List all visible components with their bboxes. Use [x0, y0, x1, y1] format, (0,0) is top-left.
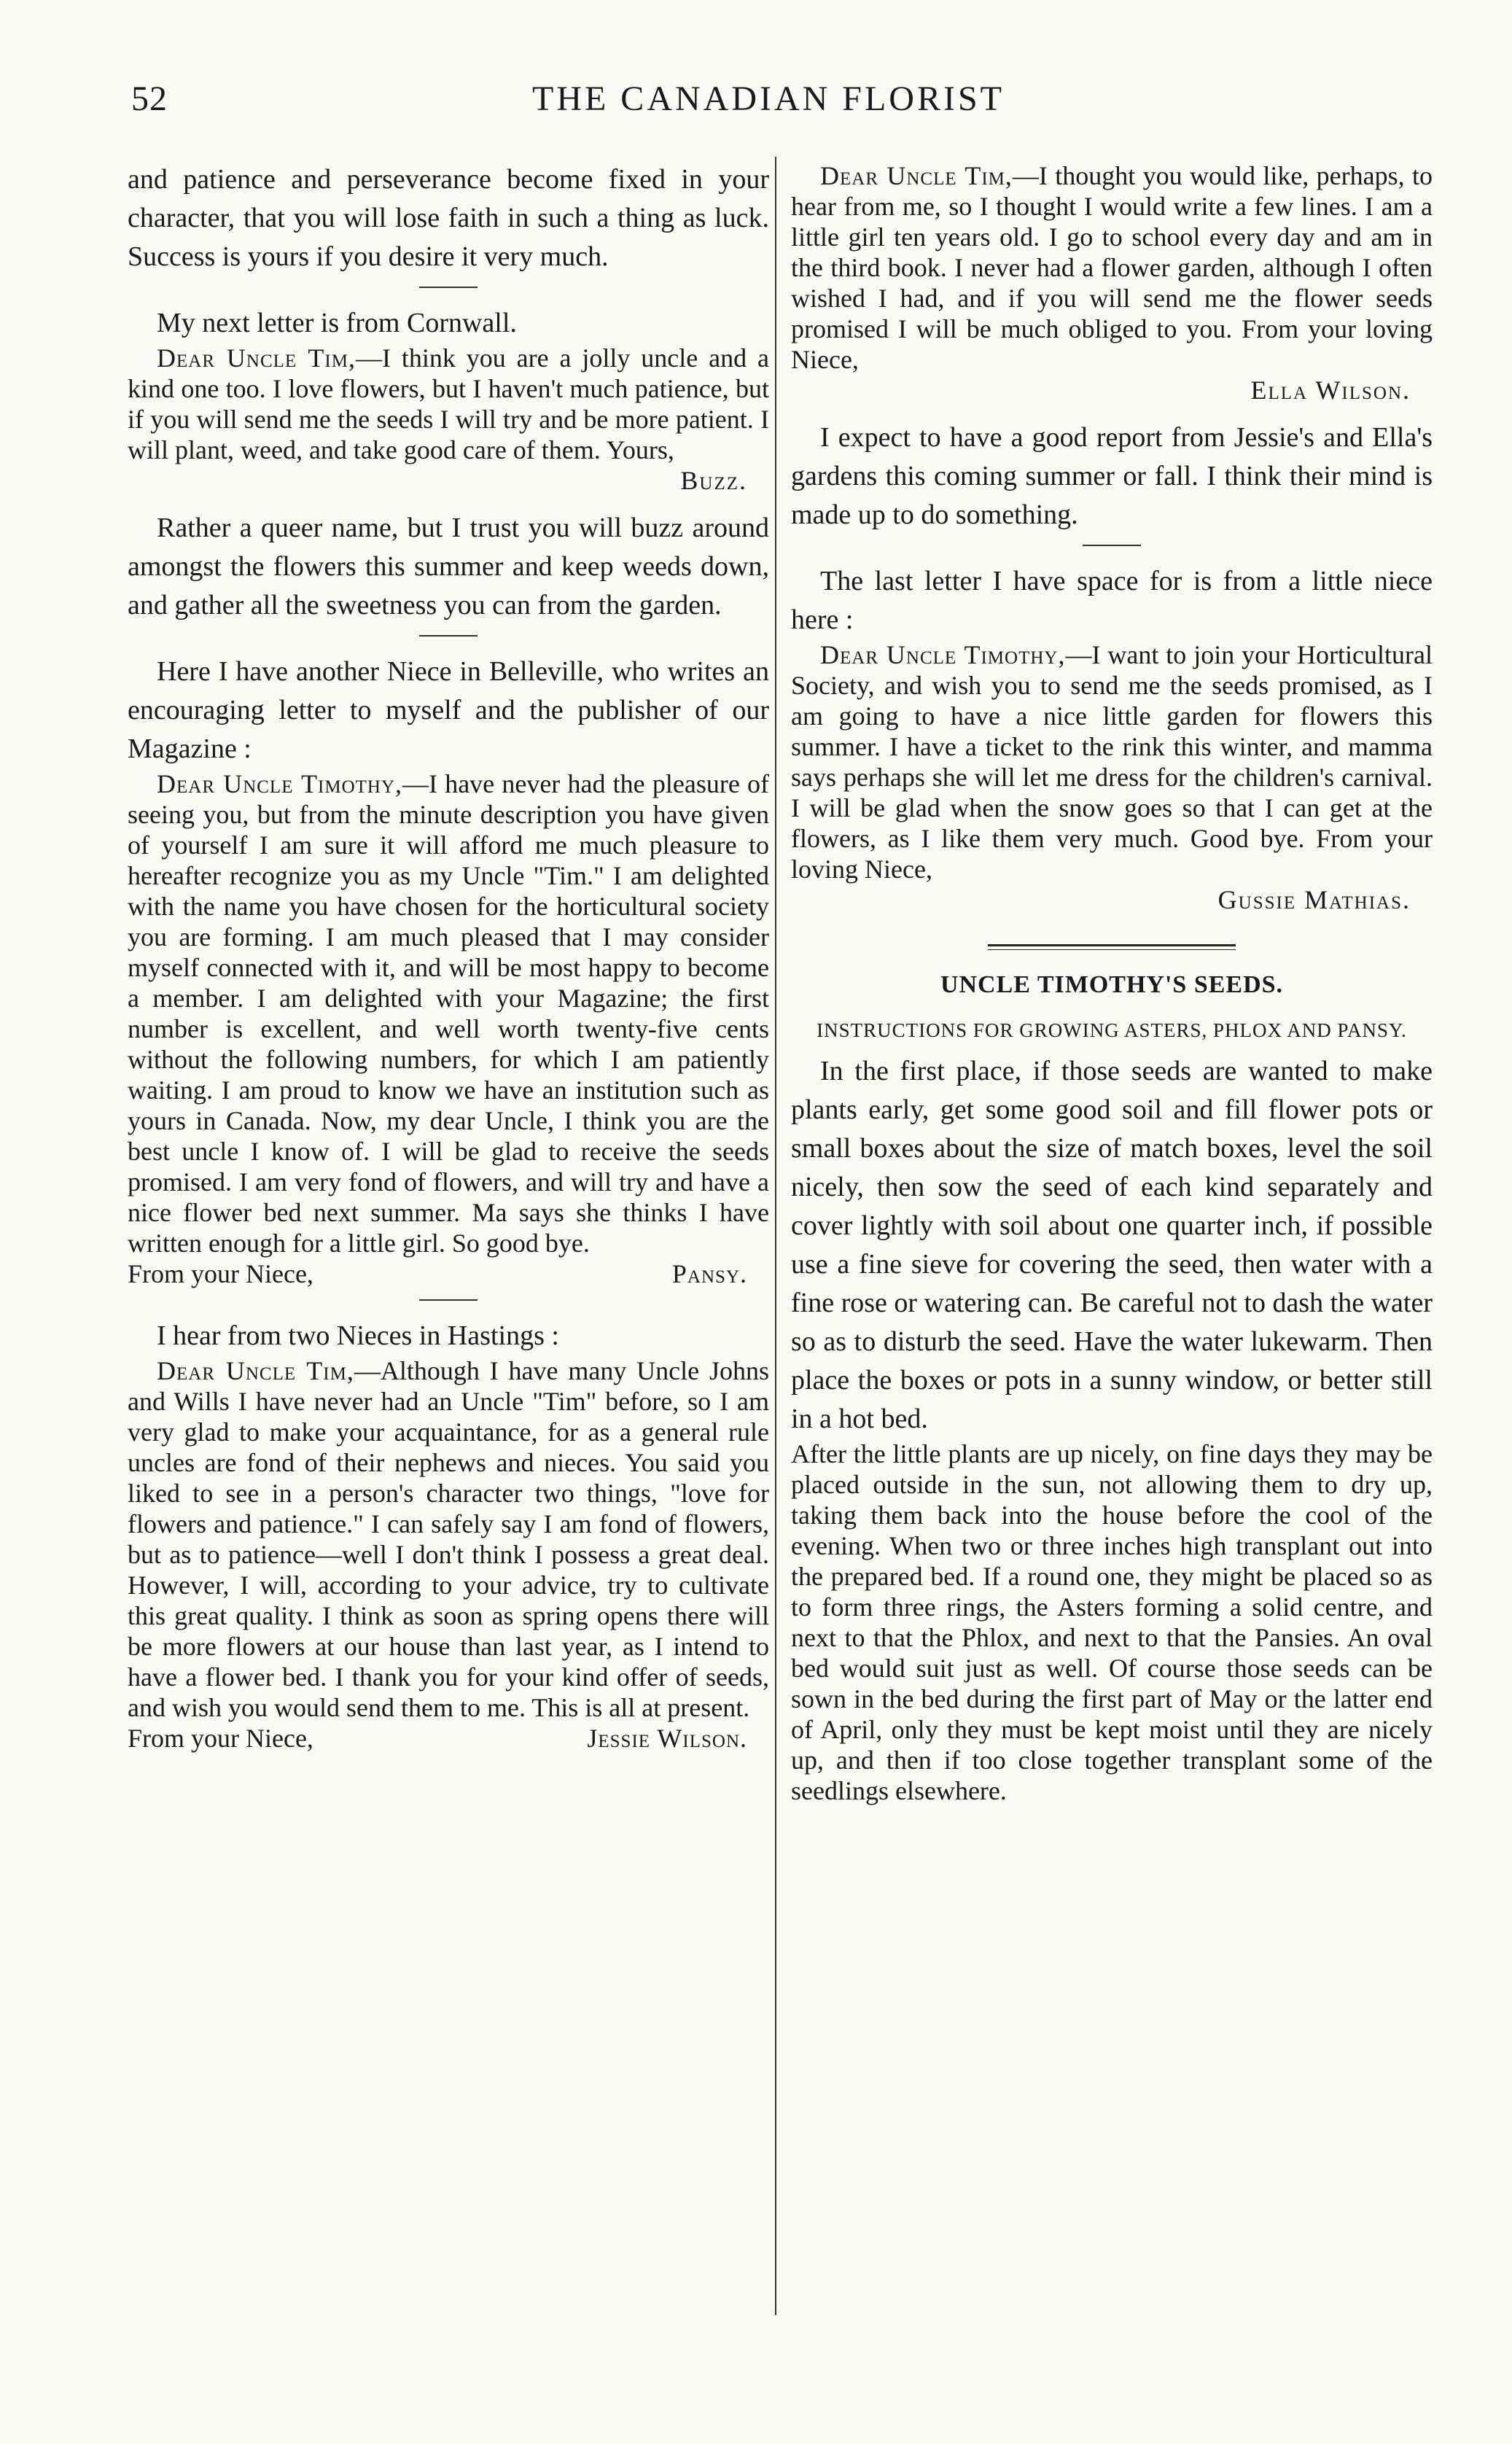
paragraph: After the little plants are up nicely, on fine days they may be placed outside in the sun, not allowing them to dry up, taking them back into the house before the cool of the evening. When two or three inches high transplant out into the prepared bed. If a round one, they might be placed so as to form three rings, the Asters forming a solid centre, and next to that the Phlox, and next to that the Pansies. An oval bed would suit just as well. Of course those seeds can be sown in the bed during the first part of May or the latter end of April, only they must be kept moist until they are nicely up, and then if too close together transplant some of the seedlings elsewhere. [791, 1439, 1433, 1805]
paragraph: Rather a queer name, but I trust you will buzz around amongst the flowers this summer and keep weeds down, and gather all the sweetness you can from the garden. [128, 513, 769, 620]
letter [791, 639, 1433, 884]
paragraph: I expect to have a good report from Jessie's and Ella's gardens this coming summer or fall. I think their mind is made up to do something. [791, 422, 1433, 530]
paragraph: In the first place, if those seeds are wanted to make plants early, get some good soil and fill flower pots or small boxes about the size of match boxes, level the soil nicely, then sow the seed of each kind separately and cover lightly with soil about one quarter inch, if possible use a fine sieve for covering the seed, then water with a fine rose or watering can. Be careful not to dash the water so as to disturb the seed. Have the water lukewarm. Then place the boxes or pots in a sunny window, or better still in a hot bed. [791, 1056, 1433, 1434]
section-double-rule [988, 944, 1236, 950]
salutation: Dear Uncle Tim, [820, 161, 1013, 190]
right-column [791, 160, 1433, 1806]
letter-closing: From your loving Niece, [791, 314, 1433, 374]
letter-body: —I think you are a jolly uncle and a kind one too. I love flowers, but I haven't much patience, but if you will send me the seeds I will try and be more patient. I will plant, weed, and take good care of them. [128, 343, 769, 464]
paragraph: My next letter is from Cornwall. [157, 308, 517, 338]
section-divider [419, 1299, 478, 1301]
letter-closing: Yours, [606, 435, 674, 464]
letter [128, 1355, 769, 1723]
section-heading: UNCLE TIMOTHY'S SEEDS. [940, 971, 1284, 998]
running-title: THE CANADIAN FLORIST [532, 79, 1005, 118]
signature: Buzz. [680, 466, 747, 495]
signature: Pansy. [671, 1259, 747, 1288]
salutation: Dear Uncle Timothy, [820, 640, 1066, 669]
paragraph: The last letter I have space for is from a little niece here : [791, 566, 1433, 635]
paragraph: Here I have another Niece in Belleville, who writes an encouraging letter to myself and the publisher of our Magazine : [128, 656, 769, 764]
letter [128, 768, 769, 1258]
column-divider [775, 157, 776, 2315]
signature: Jessie Wilson. [587, 1724, 747, 1753]
page-number: 52 [131, 79, 168, 118]
paragraph: I hear from two Nieces in Hastings : [157, 1320, 559, 1351]
letter-closing-line: From your Niece, Pansy. [128, 1258, 769, 1289]
salutation: Dear Uncle Tim, [157, 1356, 354, 1385]
letter-closing-line: From your Niece, Jessie Wilson. [128, 1723, 769, 1754]
letter-closing: From your loving Niece, [791, 824, 1433, 884]
section-divider [419, 635, 478, 637]
letter-body: —I thought you would like, perhaps, to hear from me, so I thought I would write a few lines. I am a little girl ten years old. I go to school every day and am in the third book. I never had a flower garden, although I often wished I had, and if you will send me the flower seeds promised I will be much obliged to you. [791, 161, 1433, 343]
signature: Ella Wilson. [1250, 375, 1411, 405]
letter-body: —I have never had the pleasure of seeing you, but from the minute description you have given of yourself I am sure it will afford me much pleasure to hereafter recognize you as my Uncle "Tim." I am delighted with the name you have chosen for the horticultural society you are forming. I am much pleased that I may consider myself connected with it, and will be most happy to become a member. I am delighted with your Magazine; the first number is excellent, and well worth twenty-five cents without the following numbers, for which I am patiently waiting. I am proud to know we have an institution such as yours in Canada. Now, my dear Uncle, I think you are the best uncle I know of. I will be glad to receive the seeds promised. I am very fond of flowers, and will try and have a nice flower bed next summer. Ma says she thinks I have written enough for a little girl. So good bye. [128, 769, 769, 1258]
section-divider [419, 287, 478, 288]
salutation: Dear Uncle Timothy, [157, 769, 402, 798]
page-header [124, 79, 1422, 130]
salutation: Dear Uncle Tim, [157, 343, 356, 373]
letter [791, 160, 1433, 375]
section-divider [1083, 545, 1141, 546]
letter-body: —Although I have many Uncle Johns and Wills I have never had an Uncle "Tim" before, so I am very glad to make your acquaintance, for as a general rule uncles are fond of their nephews and nieces. You said you liked to see in a person's character two things, "love for flowers and patience." I can safely say I am fond of flowers, but as to patience—well I don't think I possess a great deal. However, I will, according to your advice, try to cultivate this great quality. I think as soon as spring opens there will be more flowers at our house than last year, as I intend to have a flower bed. I thank you for your kind offer of seeds, and wish you would send them to me. This is all at present. [128, 1356, 769, 1722]
section-subheading: INSTRUCTIONS FOR GROWING ASTERS, PHLOX AND PANSY. [817, 1019, 1407, 1041]
letter-body: —I want to join your Horticultural Society, and wish you to send me the seeds promised, as I am going to have a nice little garden for flowers this summer. I have a ticket to the rink this winter, and mamma says perhaps she will let me dress for the children's carnival. I will be glad when the snow goes so that I can get at the flowers, as I like them very much. Good bye. [791, 640, 1433, 853]
left-column [128, 160, 769, 1754]
paragraph: and patience and perseverance become fixed in your character, that you will lose faith in such a thing as luck. Success is yours if you desire it very much. [128, 164, 769, 272]
letter [128, 343, 769, 465]
signature: Gussie Mathias. [1217, 885, 1411, 914]
